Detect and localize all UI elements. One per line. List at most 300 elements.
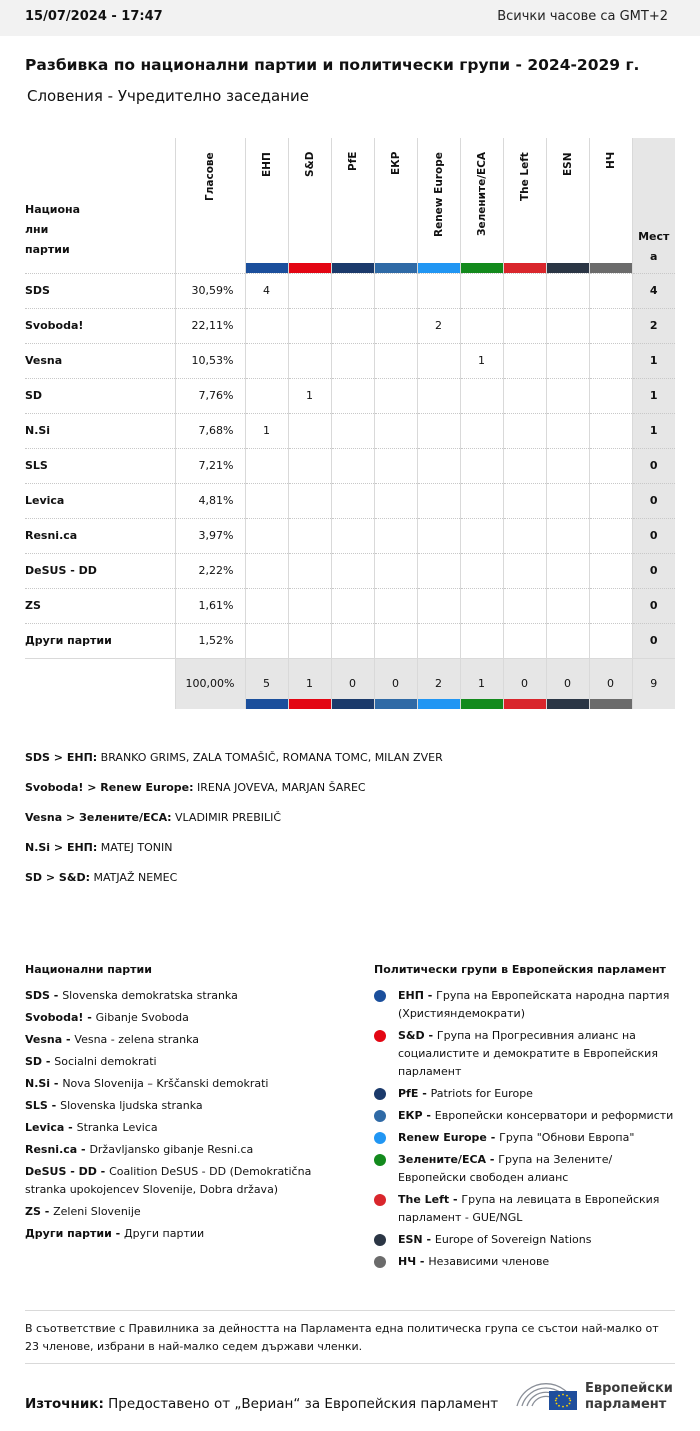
seats-cell: 4 — [632, 273, 675, 308]
group-abbr: Зелените/ЕСА - — [398, 1153, 499, 1166]
political-groups-heading: Политически групи в Европейския парламент — [374, 963, 666, 976]
group-seat-cell — [546, 623, 589, 658]
group-abbr: ЕНП - — [398, 989, 437, 1002]
votes-column-header — [175, 138, 245, 273]
national-party-item — [25, 1009, 345, 1027]
source-line — [25, 1396, 498, 1412]
group-color-bar — [590, 263, 632, 273]
member-party-group: SDS > ЕНП: — [25, 751, 98, 764]
group-seat-cell — [288, 553, 331, 588]
national-party-item — [25, 1225, 345, 1243]
group-seat-cell — [288, 273, 331, 308]
group-column-header — [546, 138, 589, 273]
group-seat-cell — [288, 588, 331, 623]
table-row — [25, 343, 675, 378]
seats-header-line: а — [650, 249, 658, 263]
group-seat-cell — [589, 518, 632, 553]
party-name: Svoboda! — [25, 308, 175, 343]
member-line — [25, 750, 443, 765]
group-seat-cell — [288, 623, 331, 658]
party-name: SD — [25, 378, 175, 413]
member-names: IRENA JOVEVA, MARJAN ŠAREC — [193, 781, 366, 794]
group-seat-cell — [374, 308, 417, 343]
group-header-label: The Left — [518, 152, 531, 201]
table-row — [25, 448, 675, 483]
party-name: ZS — [25, 588, 175, 623]
group-seat-cell — [417, 273, 460, 308]
party-name: Vesna — [25, 343, 175, 378]
party-abbr: ZS - — [25, 1205, 54, 1218]
party-full-name: Gibanje Svoboda — [95, 1011, 189, 1024]
group-seat-cell — [460, 378, 503, 413]
party-abbr: SDS - — [25, 989, 63, 1002]
party-header-line: лни — [25, 222, 49, 236]
rules-note: В съответствие с Правилника за дейността на Парламента една политическа група се състои най-малко от 23 членове, избрани в най-малко седем държави членки. — [25, 1310, 675, 1364]
group-seat-cell — [503, 378, 546, 413]
group-color-bar — [246, 263, 288, 273]
vote-share: 1,52% — [175, 623, 245, 658]
group-color-bar — [590, 699, 632, 709]
logo-wordmark — [585, 1381, 673, 1413]
group-header-label: ЕНП — [260, 152, 273, 177]
group-seat-cell — [374, 553, 417, 588]
group-full-name: Patriots for Europe — [430, 1087, 533, 1100]
party-full-name: Slovenska ljudska stranka — [60, 1099, 203, 1112]
group-seat-cell — [245, 448, 288, 483]
member-party-group: Vesna > Зелените/ЕСА: — [25, 811, 172, 824]
group-seat-cell — [460, 588, 503, 623]
group-seat-cell — [417, 378, 460, 413]
group-total-cell — [288, 658, 331, 709]
member-names: BRANKO GRIMS, ZALA TOMAŠIČ, ROMANA TOMC, MILAN ZVER — [97, 751, 443, 764]
group-abbr: Renew Europe - — [398, 1131, 500, 1144]
group-full-name: Група на Европейската народна партия (Християндемократи) — [398, 989, 670, 1020]
group-seat-cell — [374, 378, 417, 413]
party-full-name: Nova Slovenija – Krščanski demokrati — [62, 1077, 269, 1090]
vote-share: 2,22% — [175, 553, 245, 588]
timezone-note: Всички часове са GMT+2 — [497, 9, 668, 24]
group-total-cell — [374, 658, 417, 709]
group-seat-cell — [374, 588, 417, 623]
group-seat-cell — [331, 273, 374, 308]
party-abbr: Други партии - — [25, 1227, 125, 1240]
member-line — [25, 810, 443, 825]
party-full-name: Stranka Levica — [76, 1121, 158, 1134]
table-row — [25, 413, 675, 448]
party-full-name: Vesna - zelena stranka — [74, 1033, 200, 1046]
page-title: Разбивка по национални партии и политически групи - 2024-2029 г. — [25, 56, 640, 74]
group-seat-cell — [331, 623, 374, 658]
group-seat-cell — [245, 378, 288, 413]
european-parliament-logo — [513, 1373, 678, 1417]
group-color-bar — [547, 699, 589, 709]
group-seat-cell — [460, 553, 503, 588]
party-name: Levica — [25, 483, 175, 518]
group-seat-cell: 4 — [245, 273, 288, 308]
group-seat-cell — [503, 343, 546, 378]
group-color-dot — [374, 1256, 386, 1268]
group-seat-cell — [288, 413, 331, 448]
group-seat-cell — [460, 448, 503, 483]
national-party-item — [25, 1053, 345, 1071]
group-color-bar — [332, 699, 374, 709]
political-group-item — [374, 1129, 679, 1147]
table-row — [25, 588, 675, 623]
group-seat-cell — [245, 623, 288, 658]
group-seat-cell — [546, 413, 589, 448]
party-name: SDS — [25, 273, 175, 308]
party-name: DeSUS - DD — [25, 553, 175, 588]
vote-share: 7,76% — [175, 378, 245, 413]
group-color-bar — [289, 263, 331, 273]
group-seat-cell — [546, 483, 589, 518]
seats-cell: 0 — [632, 448, 675, 483]
group-seat-cell: 1 — [460, 343, 503, 378]
group-total-value: 0 — [349, 677, 356, 691]
political-group-item — [374, 1231, 679, 1249]
group-total-cell — [460, 658, 503, 709]
seats-cell: 0 — [632, 483, 675, 518]
group-color-bar — [332, 263, 374, 273]
vote-share: 10,53% — [175, 343, 245, 378]
group-header-label: Зелените/ЕСА — [475, 152, 488, 237]
group-seat-cell — [288, 448, 331, 483]
group-seat-cell — [288, 483, 331, 518]
national-party-item — [25, 1031, 345, 1049]
group-seat-cell — [331, 413, 374, 448]
group-color-dot — [374, 990, 386, 1002]
member-names: MATJAŽ NEMEC — [89, 871, 178, 884]
group-column-header — [331, 138, 374, 273]
results-table — [25, 138, 675, 709]
group-seat-cell — [245, 343, 288, 378]
elected-members — [25, 750, 443, 900]
group-color-bar — [418, 699, 460, 709]
group-seat-cell — [417, 518, 460, 553]
group-full-name: Група на левицата в Европейския парламент - GUE/NGL — [398, 1193, 660, 1224]
group-seat-cell — [546, 588, 589, 623]
group-seat-cell — [331, 378, 374, 413]
seats-cell: 1 — [632, 343, 675, 378]
group-color-dot — [374, 1030, 386, 1042]
group-abbr: PfE - — [398, 1087, 431, 1100]
group-total-cell — [503, 658, 546, 709]
party-name: SLS — [25, 448, 175, 483]
group-seat-cell — [288, 518, 331, 553]
group-total-cell — [589, 658, 632, 709]
party-name: Resni.ca — [25, 518, 175, 553]
national-parties-legend — [25, 961, 345, 1247]
group-seat-cell — [331, 518, 374, 553]
group-color-bar — [375, 263, 417, 273]
seats-header-line: Мест — [638, 229, 670, 243]
group-seat-cell — [589, 378, 632, 413]
logo-line-1: Европейски — [585, 1381, 673, 1396]
group-total-value: 0 — [607, 677, 614, 691]
group-full-name: Група "Обнови Европа" — [499, 1131, 635, 1144]
party-header-line: Национа — [25, 202, 81, 216]
group-seat-cell — [546, 448, 589, 483]
party-name: Други партии — [25, 623, 175, 658]
group-seat-cell — [546, 308, 589, 343]
table-row — [25, 553, 675, 588]
group-header-label: ЕКР — [389, 152, 402, 176]
group-seat-cell — [374, 483, 417, 518]
group-column-header — [460, 138, 503, 273]
seats-cell: 1 — [632, 413, 675, 448]
group-seat-cell — [288, 343, 331, 378]
group-seat-cell — [589, 343, 632, 378]
group-seat-cell — [374, 448, 417, 483]
party-full-name: Slovenska demokratska stranka — [62, 989, 238, 1002]
group-seat-cell — [589, 553, 632, 588]
vote-share: 30,59% — [175, 273, 245, 308]
group-seat-cell — [546, 378, 589, 413]
group-total-value: 0 — [564, 677, 571, 691]
group-full-name: Група на Прогресивния алианс на социалистите и демократите в Европейския парламент — [398, 1029, 658, 1078]
group-column-header — [503, 138, 546, 273]
political-group-item — [374, 1107, 679, 1125]
political-group-item — [374, 1151, 679, 1187]
vote-share: 22,11% — [175, 308, 245, 343]
party-abbr: Vesna - — [25, 1033, 75, 1046]
seats-cell: 0 — [632, 623, 675, 658]
group-column-header — [589, 138, 632, 273]
seats-cell: 1 — [632, 378, 675, 413]
group-color-bar — [504, 699, 546, 709]
group-seat-cell — [589, 448, 632, 483]
group-seat-cell — [331, 308, 374, 343]
group-total-cell — [546, 658, 589, 709]
vote-share: 7,21% — [175, 448, 245, 483]
group-total-value: 5 — [263, 677, 270, 691]
group-header-label: НЧ — [604, 152, 617, 170]
national-party-item — [25, 1141, 345, 1159]
group-seat-cell — [331, 448, 374, 483]
group-seat-cell — [503, 483, 546, 518]
group-seat-cell — [503, 308, 546, 343]
source-label: Източник: — [25, 1396, 104, 1412]
group-seat-cell — [245, 553, 288, 588]
national-party-item — [25, 1075, 345, 1093]
group-seat-cell — [245, 588, 288, 623]
group-color-dot — [374, 1132, 386, 1144]
group-seat-cell — [417, 413, 460, 448]
group-header-label: PfE — [346, 152, 359, 172]
group-column-header — [374, 138, 417, 273]
group-seat-cell — [503, 623, 546, 658]
political-group-item — [374, 1191, 679, 1227]
group-seat-cell — [460, 483, 503, 518]
group-column-header — [288, 138, 331, 273]
table-row — [25, 483, 675, 518]
group-color-bar — [504, 263, 546, 273]
group-color-dot — [374, 1088, 386, 1100]
national-parties-heading: Национални партии — [25, 963, 152, 976]
group-seat-cell — [546, 273, 589, 308]
group-seat-cell — [331, 553, 374, 588]
group-total-value: 1 — [478, 677, 485, 691]
group-seat-cell — [331, 343, 374, 378]
party-header-line: партии — [25, 242, 70, 256]
group-color-bar — [418, 263, 460, 273]
national-party-item — [25, 1163, 345, 1199]
member-line — [25, 840, 443, 855]
seats-cell: 0 — [632, 553, 675, 588]
group-seat-cell — [589, 273, 632, 308]
group-header-label: ESN — [561, 152, 574, 176]
group-seat-cell — [331, 588, 374, 623]
group-seat-cell — [374, 623, 417, 658]
party-abbr: DeSUS - DD - — [25, 1165, 110, 1178]
group-abbr: ЕКР - — [398, 1109, 435, 1122]
vote-share: 3,97% — [175, 518, 245, 553]
group-seat-cell — [460, 518, 503, 553]
group-full-name: Европейски консерватори и реформисти — [434, 1109, 674, 1122]
group-seat-cell — [288, 308, 331, 343]
group-total-value: 1 — [306, 677, 313, 691]
seats-cell: 2 — [632, 308, 675, 343]
group-seat-cell — [589, 483, 632, 518]
group-seat-cell — [546, 343, 589, 378]
group-total-cell — [245, 658, 288, 709]
group-seat-cell — [460, 308, 503, 343]
group-seat-cell — [374, 273, 417, 308]
party-full-name: Coalition DeSUS - DD (Demokratična stranka upokojencev Slovenije, Dobra država) — [25, 1165, 312, 1196]
group-seat-cell — [589, 308, 632, 343]
member-line — [25, 870, 443, 885]
political-group-item — [374, 1085, 679, 1103]
vote-share: 7,68% — [175, 413, 245, 448]
member-party-group: Svoboda! > Renew Europe: — [25, 781, 194, 794]
group-seat-cell — [503, 273, 546, 308]
group-seat-cell — [417, 343, 460, 378]
group-seat-cell — [460, 413, 503, 448]
group-full-name: Europe of Sovereign Nations — [434, 1233, 592, 1246]
party-full-name: Državljansko gibanje Resni.ca — [89, 1143, 254, 1156]
group-color-bar — [289, 699, 331, 709]
group-color-dot — [374, 1154, 386, 1166]
group-seat-cell — [503, 553, 546, 588]
group-seat-cell — [374, 413, 417, 448]
group-seat-cell — [460, 623, 503, 658]
group-seat-cell — [589, 413, 632, 448]
political-groups-legend — [374, 961, 679, 1275]
seats-cell: 0 — [632, 588, 675, 623]
table-row — [25, 378, 675, 413]
party-abbr: Levica - — [25, 1121, 77, 1134]
group-abbr: НЧ - — [398, 1255, 429, 1268]
group-seat-cell — [417, 623, 460, 658]
group-seat-cell — [374, 518, 417, 553]
group-seat-cell — [503, 413, 546, 448]
page-subtitle: Словения - Учредително заседание — [27, 87, 310, 105]
group-full-name: Група на Зелените/Европейски свободен алианс — [398, 1153, 613, 1184]
totals-row — [25, 658, 675, 709]
group-seat-cell: 1 — [288, 378, 331, 413]
national-party-item — [25, 1203, 345, 1221]
table-row — [25, 308, 675, 343]
group-seat-cell — [245, 483, 288, 518]
party-full-name: Други партии — [124, 1227, 205, 1240]
group-seat-cell — [589, 623, 632, 658]
party-abbr: SLS - — [25, 1099, 61, 1112]
party-abbr: N.Si - — [25, 1077, 63, 1090]
logo-line-2: парламент — [585, 1397, 667, 1412]
group-color-dot — [374, 1234, 386, 1246]
total-votes: 100,00% — [175, 658, 245, 709]
group-column-header — [245, 138, 288, 273]
group-seat-cell — [417, 553, 460, 588]
group-seat-cell — [417, 483, 460, 518]
party-abbr: SD - — [25, 1055, 55, 1068]
national-party-item — [25, 1097, 345, 1115]
group-seat-cell — [546, 518, 589, 553]
group-seat-cell: 1 — [245, 413, 288, 448]
group-total-value: 0 — [392, 677, 399, 691]
top-bar — [0, 0, 700, 36]
group-total-cell — [331, 658, 374, 709]
political-group-item — [374, 1027, 679, 1081]
group-seat-cell — [546, 553, 589, 588]
group-abbr: The Left - — [398, 1193, 462, 1206]
group-color-dot — [374, 1110, 386, 1122]
table-row — [25, 623, 675, 658]
group-abbr: ESN - — [398, 1233, 435, 1246]
group-seat-cell — [245, 518, 288, 553]
party-full-name: Zeleni Slovenije — [53, 1205, 141, 1218]
parliament-hemicycle-icon — [513, 1373, 579, 1413]
group-seat-cell — [245, 308, 288, 343]
group-seat-cell — [417, 588, 460, 623]
group-seat-cell — [331, 483, 374, 518]
seats-column-header — [632, 138, 675, 273]
group-color-dot — [374, 1194, 386, 1206]
group-total-value: 2 — [435, 677, 442, 691]
group-header-label: Renew Europe — [432, 152, 445, 237]
group-seat-cell — [374, 343, 417, 378]
table-row — [25, 518, 675, 553]
member-party-group: N.Si > ЕНП: — [25, 841, 98, 854]
member-names: MATEJ TONIN — [97, 841, 173, 854]
seats-cell: 0 — [632, 518, 675, 553]
group-seat-cell: 2 — [417, 308, 460, 343]
group-seat-cell — [503, 518, 546, 553]
group-header-label: S&D — [303, 152, 316, 178]
national-party-item — [25, 987, 345, 1005]
group-color-bar — [375, 699, 417, 709]
group-color-bar — [547, 263, 589, 273]
group-total-cell — [417, 658, 460, 709]
table-row — [25, 273, 675, 308]
totals-blank-cell — [25, 658, 175, 709]
vote-share: 1,61% — [175, 588, 245, 623]
political-group-item — [374, 1253, 679, 1271]
member-names: VLADIMIR PREBILIČ — [171, 811, 282, 824]
group-seat-cell — [417, 448, 460, 483]
group-column-header — [417, 138, 460, 273]
vote-share: 4,81% — [175, 483, 245, 518]
group-abbr: S&D - — [398, 1029, 437, 1042]
group-color-bar — [461, 263, 503, 273]
political-group-item — [374, 987, 679, 1023]
group-seat-cell — [503, 448, 546, 483]
member-line — [25, 780, 443, 795]
party-full-name: Socialni demokrati — [54, 1055, 157, 1068]
group-total-value: 0 — [521, 677, 528, 691]
party-abbr: Svoboda! - — [25, 1011, 96, 1024]
group-seat-cell — [503, 588, 546, 623]
